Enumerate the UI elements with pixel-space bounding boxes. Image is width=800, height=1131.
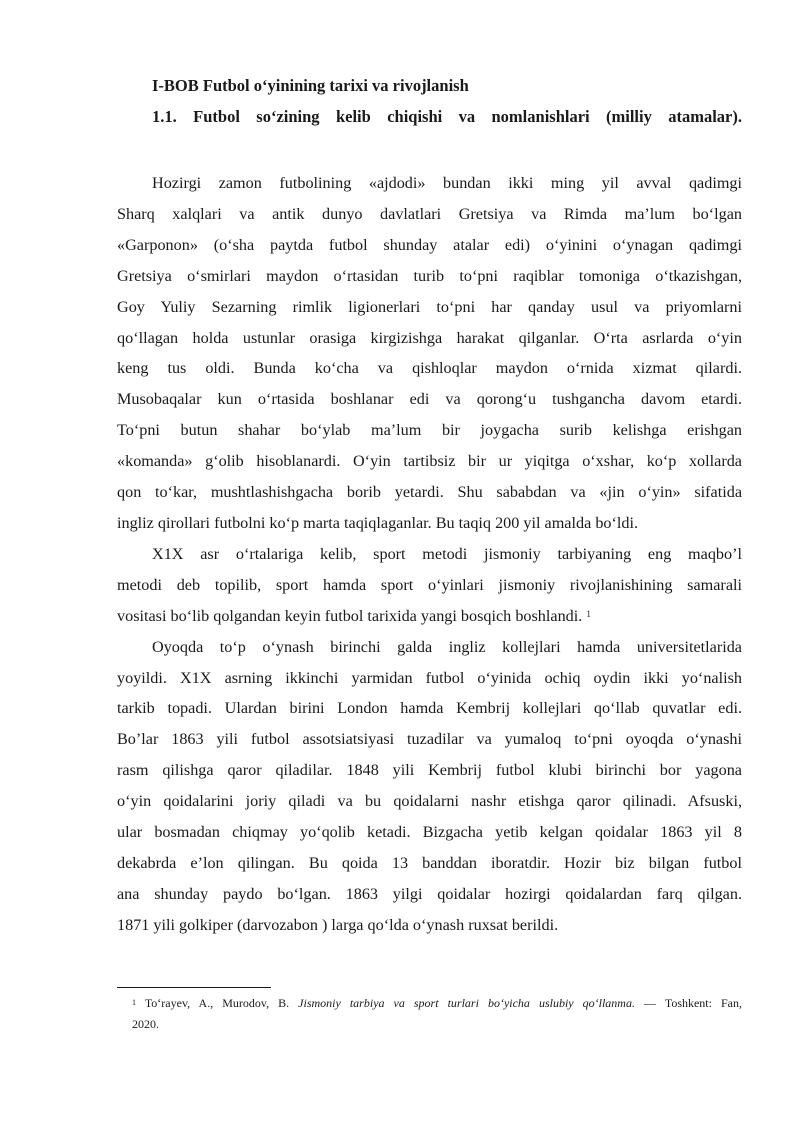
text-line: qo‘llagan holda ustunlar orasiga kirgizishga harakat qilganlar. O‘rta asrlarda o‘yin [117, 328, 742, 347]
text-line: «Garponon» (o‘sha paytda futbol shunday atalar edi) o‘yinini o‘ynagan qadimgi [117, 235, 742, 254]
text-line: ana shunday paydo bo‘lgan. 1863 yilgi qoidalar hozirgi qoidalardan farq qilgan. [117, 884, 742, 903]
text-line: To‘pni butun shahar bo‘ylab ma’lum bir joygacha surib kelishga erishgan [117, 421, 742, 440]
footnote-reference: 1 [586, 608, 591, 619]
text-line: Gretsiya o‘smirlari maydon o‘rtasidan turib to‘pni raqiblar tomoniga o‘tkazishgan, [117, 266, 742, 285]
paragraph [117, 168, 742, 539]
text-line: yoyildi. X1X asrning ikkinchi yarmidan futbol o‘yinida ochiq oydin ikki yo‘nalish [117, 668, 742, 687]
footnote [132, 993, 742, 1035]
footnote-publisher: — Toshkent: Fan, [644, 996, 743, 1010]
text-line: «komanda» g‘olib hisoblanardi. O‘yin tartibsiz bir ur yiqitga o‘xshar, ko‘p xollarda [117, 452, 742, 471]
text-line: Goy Yuliy Sezarning rimlik ligionerlari to‘pni har qanday usul va priyomlarni [117, 297, 742, 316]
footnote-number: 1 [132, 998, 136, 1007]
chapter-heading: I-BOB Futbol o‘yinining tarixi va rivojlanish [152, 76, 469, 95]
paragraph [117, 632, 742, 941]
text-line: Musobaqalar kun o‘rtasida boshlanar edi va qorong‘u tushgancha davom etardi. [117, 390, 742, 409]
text-line: Oyoqda to‘p o‘ynash birinchi galda ingliz kollejlari hamda universitetlarida [152, 637, 742, 656]
text-line: 1871 yili golkiper (darvozabon ) larga qo‘lda o‘ynash ruxsat berildi. [117, 915, 559, 934]
footnote-separator [117, 987, 271, 988]
text-line: o‘yin qoidalarini joriy qiladi va bu qoidalarni nashr etishga qaror qilinadi. Afsuski, [117, 792, 742, 811]
text-line: Hozirgi zamon futbolining «ajdodi» bundan ikki ming yil avval qadimgi [152, 174, 742, 192]
text-line: metodi deb topilib, sport hamda sport o‘yinlari jismoniy rivojlanishining samarali [117, 575, 742, 594]
paragraph [117, 539, 742, 632]
footnote-authors: To‘rayev, A., Murodov, B. [144, 996, 290, 1010]
body-text [117, 168, 742, 941]
text-line: rasm qilishga qaror qiladilar. 1848 yili Kembrij futbol klubi birinchi bor yagona [117, 761, 742, 780]
text-line: vositasi bo‘lib qolgandan keyin futbol tarixida yangi bosqich boshlandi. $^1$ [117, 606, 591, 625]
paragraph-container [117, 168, 742, 941]
text-line: tarkib topadi. Ulardan birini London hamda Kembrij kollejlari qo‘llab quvatlar edi. [117, 699, 742, 718]
text-line: Bo’lar 1863 yili futbol assotsiatsiyasi tuzadilar va yumaloq to‘pni oyoqda o‘ynashi [117, 730, 742, 749]
text-line: keng tus oldi. Bunda ko‘cha va qishloqlar maydon o‘rnida xizmat qilardi. [117, 359, 742, 378]
text-line: qon to‘kar, mushtlashishgacha borib yetardi. Shu sababdan va «jin o‘yin» sifatida [117, 483, 742, 502]
footnote-year: 2020. [132, 1017, 159, 1031]
text-line: ingliz qirollari futbolni ko‘p marta taqiqlaganlar. Bu taqiq 200 yil amalda bo‘ldi. [117, 513, 639, 532]
text-line: ular bosmadan chiqmay yo‘qolib ketadi. Bizgacha yetib kelgan qoidalar 1863 yil 8 [117, 823, 742, 842]
text-line: X1X asr o‘rtalariga kelib, sport metodi jismoniy tarbiyaning eng maqbo’l [152, 544, 742, 563]
section-heading: 1.1. Futbol so‘zining kelib chiqishi va nomlanishlari (milliy atamalar). [152, 107, 742, 126]
footnote-title: Jismoniy tarbiya va sport turlari bo‘yicha uslubiy qo‘llanma. [298, 996, 635, 1010]
text-line: Sharq xalqlari va antik dunyo davlatlari Gretsiya va Rimda ma’lum bo‘lgan [117, 204, 742, 223]
text-line: dekabrda e’lon qilingan. Bu qoida 13 banddan iboratdir. Hozir biz bilgan futbol [117, 853, 742, 872]
